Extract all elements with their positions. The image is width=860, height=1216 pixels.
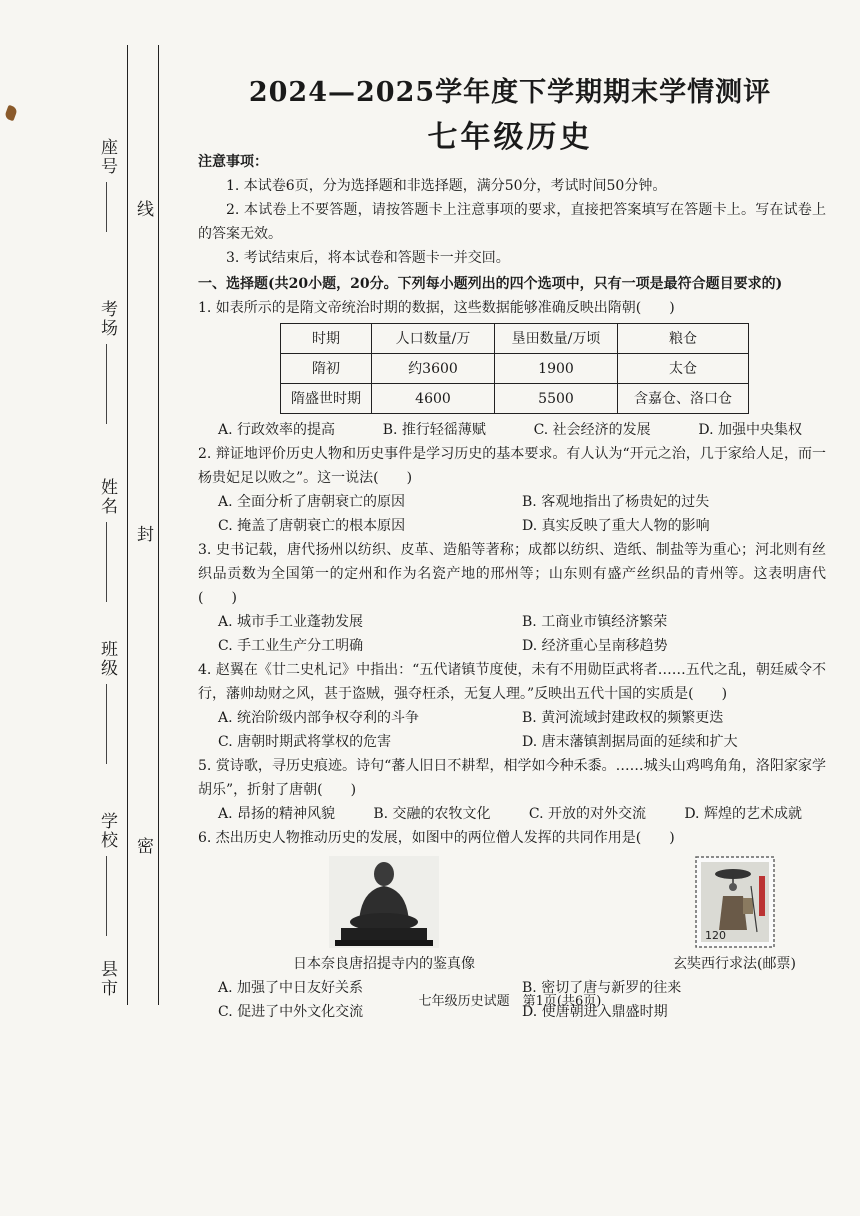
note-item: 1. 本试卷6页，分为选择题和非选择题，满分50分，考试时间50分钟。 (226, 178, 667, 194)
option-b: B. 密切了唐与新罗的往来 (522, 980, 682, 996)
option-c: C. 社会经济的发展 (533, 422, 651, 438)
option-d: D. 使唐朝进入鼎盛时期 (522, 1004, 668, 1020)
figure-jianzhen (293, 856, 475, 976)
margin-field-county (92, 960, 122, 998)
question-3-stem: 3. 史书记载，唐代扬州以纺织、皮革、造船等著称；成都以纺织、造纸、制盐等为重心；河北则有丝织品贡数为全国第一的定州和作为名瓷产地的邢州等；山东则有盛产丝织品的青州等。这表明唐代( ) (198, 542, 826, 606)
margin-field-school (92, 812, 122, 936)
page-footer: 七年级历史试题 第1页(共6页) (418, 994, 602, 1009)
option-a: A. 全面分析了唐朝衰亡的原因 (218, 494, 406, 510)
option-c: C. 掩盖了唐朝衰亡的根本原因 (218, 518, 406, 534)
binding-line-outer (127, 45, 128, 1005)
margin-blank-school (106, 856, 108, 936)
margin-label-county: 县市 (97, 960, 117, 998)
binding-line-inner (158, 45, 159, 1005)
option-c: C. 手工业生产分工明确 (218, 638, 364, 654)
margin-field-seat (92, 138, 122, 232)
question-6-figures (198, 850, 826, 976)
seal-char-seal: 封 (137, 525, 154, 545)
margin-label-name: 姓名 (97, 478, 117, 516)
table-cell: 含嘉仓、洛口仓 (618, 384, 749, 414)
option-b: B. 工商业市镇经济繁荣 (522, 614, 668, 630)
option-d: D. 加强中央集权 (698, 422, 802, 438)
margin-field-room (92, 300, 122, 424)
option-a: A. 加强了中日友好关系 (218, 980, 364, 996)
exam-subject: 七年级历史 (427, 120, 593, 155)
notes-heading: 注意事项： (198, 154, 268, 170)
option-b: B. 客观地指出了杨贵妃的过失 (522, 494, 710, 510)
table-header-cell: 粮仓 (618, 324, 749, 354)
table-cell: 约3600 (372, 354, 495, 384)
option-b: B. 黄河流域封建政权的频繁更迭 (522, 710, 724, 726)
margin-label-class: 班级 (97, 640, 117, 678)
margin-field-class (92, 640, 122, 764)
option-c: C. 开放的对外交流 (528, 806, 646, 822)
question-6-stem: 6. 杰出历史人物推动历史的发展，如图中的两位僧人发挥的共同作用是( ) (198, 830, 675, 846)
table-cell: 太仓 (618, 354, 749, 384)
table-cell: 4600 (372, 384, 495, 414)
question-5-options (198, 802, 826, 826)
margin-label-school: 学校 (97, 812, 117, 850)
figure-xuanzang (673, 856, 796, 976)
option-d: D. 经济重心呈南移趋势 (522, 638, 668, 654)
option-b: B. 推行轻徭薄赋 (382, 422, 486, 438)
option-a: A. 城市手工业蓬勃发展 (218, 614, 364, 630)
option-a: A. 行政效率的提高 (218, 422, 336, 438)
question-1-table (280, 323, 749, 414)
question-5-stem: 5. 赏诗歌，寻历史痕迹。诗句“蕃人旧日不耕犁，相学如今种禾黍。……城头山鸡鸣角角，洛阳家家学胡乐”，折射了唐朝( ) (198, 758, 826, 798)
figure-caption-jianzhen: 日本奈良唐招提寺内的鉴真像 (293, 956, 475, 972)
jianzhen-statue-image (329, 856, 439, 948)
option-a: A. 统治阶级内部争权夺利的斗争 (218, 710, 420, 726)
margin-label-room: 考场 (97, 300, 117, 338)
table-header-cell: 时期 (281, 324, 372, 354)
question-2-stem: 2. 辩证地评价历史人物和历史事件是学习历史的基本要求。有人认为“开元之治，几于家给人足，而一杨贵妃足以败之”。这一说法( ) (198, 446, 826, 486)
question-1-stem: 1. 如表所示的是隋文帝统治时期的数据，这些数据能够准确反映出隋朝( ) (198, 300, 675, 316)
seal-char-secret: 密 (137, 837, 154, 857)
table-row (281, 384, 749, 414)
option-a: A. 昂扬的精神风貌 (218, 806, 336, 822)
question-4-stem: 4. 赵翼在《廿二史札记》中指出：“五代诸镇节度使，未有不用勋臣武将者……五代之乱，朝廷威令不行，藩帅劫财之风，甚于盗贼，强夺枉杀，无复人理。”反映出五代十国的实质是( ) (198, 662, 826, 702)
option-d: D. 唐末藩镇割据局面的延续和扩大 (522, 734, 738, 750)
table-row (281, 354, 749, 384)
margin-label-seat: 座号 (97, 138, 117, 176)
table-cell: 5500 (495, 384, 618, 414)
table-header-cell: 垦田数量/万顷 (495, 324, 618, 354)
table-header-row (281, 324, 749, 354)
stamp-value: 120 (704, 929, 726, 942)
seal-char-line: 线 (137, 200, 154, 220)
margin-field-name (92, 478, 122, 602)
table-cell: 隋盛世时期 (281, 384, 372, 414)
exam-content (198, 150, 826, 1024)
note-item: 2. 本试卷上不要答题，请按答题卡上注意事项的要求，直接把答案填写在答题卡上。写在试卷上的答案无效。 (198, 202, 826, 242)
question-1-options (198, 418, 826, 442)
question-2-options (198, 490, 826, 538)
option-c: C. 促进了中外文化交流 (218, 1004, 364, 1020)
margin-blank-name (106, 522, 108, 602)
note-item: 3. 考试结束后，将本试卷和答题卡一并交回。 (226, 250, 510, 266)
margin-blank-room (106, 344, 108, 424)
question-4-options (198, 706, 826, 754)
option-c: C. 唐朝时期武将掌权的危害 (218, 734, 392, 750)
figure-caption-xuanzang: 玄奘西行求法(邮票) (673, 956, 796, 972)
margin-blank-class (106, 684, 108, 764)
exam-title: 2024—2025学年度下学期期末学情测评 (248, 77, 772, 108)
option-b: B. 交融的农牧文化 (373, 806, 491, 822)
xuanzang-stamp-image (695, 856, 775, 948)
section-heading: 一、选择题(共20小题，20分。下列每小题列出的四个选项中，只有一项是最符合题目要求的) (198, 276, 783, 292)
option-d: D. 辉煌的艺术成就 (684, 806, 802, 822)
table-cell: 隋初 (281, 354, 372, 384)
option-d: D. 真实反映了重大人物的影响 (522, 518, 710, 534)
question-3-options (198, 610, 826, 658)
margin-blank-seat (106, 182, 108, 232)
table-cell: 1900 (495, 354, 618, 384)
paper-stain (4, 105, 18, 122)
table-header-cell: 人口数量/万 (372, 324, 495, 354)
